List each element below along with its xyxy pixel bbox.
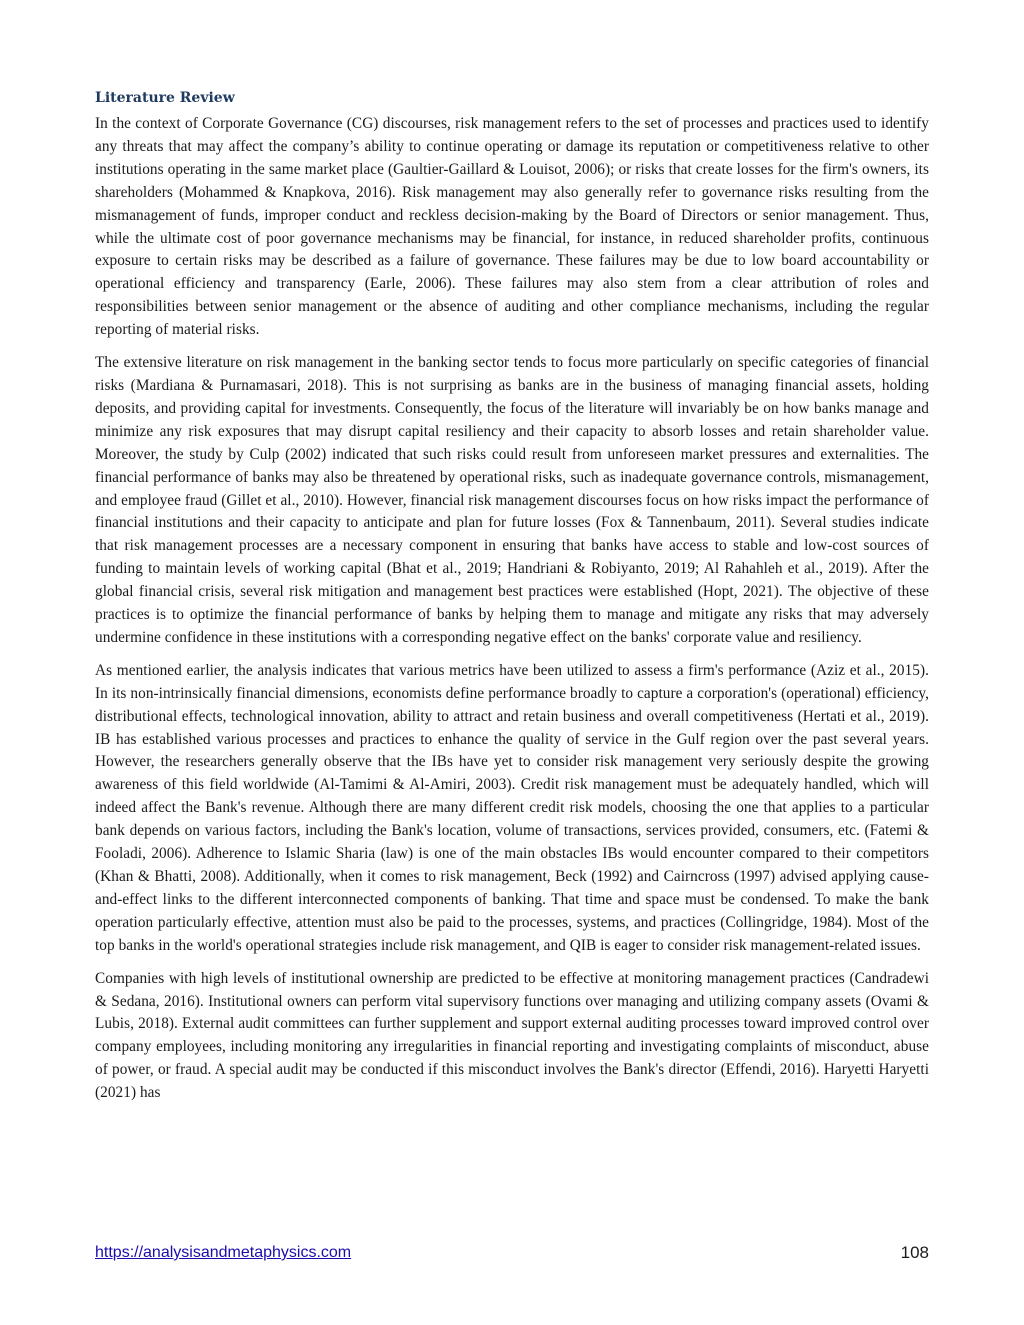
page-number: 108 <box>900 1243 929 1262</box>
paragraph-3: As mentioned earlier, the analysis indicates that various metrics have been utilized to assess a firm's performance (Aziz et al., 2015). In its non-intrinsically financial dimensions, economists define performance broadly to capture a corporation's (operational) efficiency, distributional effects, technological innovation, ability to attract and retain business and overall competitiveness (Hertati et al., 2019). IB has established various processes and practices to enhance the quality of service in the Gulf region over the past several years. However, the researchers generally observe that the IBs have yet to consider risk management very seriously despite the growing awareness of this field worldwide (Al-Tamimi & Al-Amiri, 2003). Credit risk management must be adequately handled, which will indeed affect the Bank's revenue. Although there are many different credit risk models, choosing the one that applies to a particular bank depends on various factors, including the Bank's location, volume of transactions, services provided, consumers, etc. (Fatemi & Fooladi, 2006). Adherence to Islamic Sharia (law) is one of the main obstacles IBs would encounter compared to their competitors (Khan & Bhatti, 2008). Additionally, when it comes to risk management, Beck (1992) and Cairncross (1997) advised applying cause-and-effect links to the different interconnected components of banking. That time and space must be condensed. To make the bank operation particularly effective, attention must also be paid to the processes, systems, and practices (Collingridge, 1984). Most of the top banks in the world's operational strategies include risk management, and QIB is eager to consider risk management-related issues. <box>95 661 929 954</box>
footer-url-link[interactable]: https://analysisandmetaphysics.com <box>95 1244 352 1261</box>
document-page <box>95 88 929 1115</box>
section-heading: Literature Review <box>95 90 235 106</box>
paragraph-1: In the context of Corporate Governance (CG) discourses, risk management refers to the set of processes and practices used to identify any threats that may affect the company’s ability to continue operating or damage its reputation or competitiveness relative to other institutions operating in the same market place (Gaultier-Gaillard & Louisot, 2006); or risks that create losses for the firm's owners, its shareholders (Mohammed & Knapkova, 2016). Risk management may also generally refer to governance risks resulting from the mismanagement of funds, improper conduct and reckless decision-making by the Board of Directors or senior management. Thus, while the ultimate cost of poor governance mechanisms may be financial, for instance, in reduced shareholder profits, continuous exposure to certain risks may be described as a failure of governance. These failures may be due to low board accountability or operational efficiency and transparency (Earle, 2006). These failures may also stem from a clear attribution of roles and responsibilities between senior management or the absence of auditing and other compliance mechanisms, including the regular reporting of material risks. <box>95 115 929 339</box>
paragraph-2: The extensive literature on risk management in the banking sector tends to focus more particularly on specific categories of financial risks (Mardiana & Purnamasari, 2018). This is not surprising as banks are in the business of managing financial assets, holding deposits, and providing capital for investments. Consequently, the focus of the literature will invariably be on how banks manage and minimize any risk exposures that may disrupt capital resiliency and their capacity to absorb losses and retain shareholder value. Moreover, the study by Culp (2002) indicated that such risks could result from unforeseen market pressures and externalities. The financial performance of banks may also be threatened by operational risks, such as inadequate governance controls, mismanagement, and employee fraud (Gillet et al., 2010). However, financial risk management discourses focus on how risks impact the performance of financial institutions and their capacity to anticipate and plan for future losses (Fox & Tannenbaum, 2011). Several studies indicate that risk management processes are a necessary component in ensuring that banks have access to stable and low-cost sources of funding to maintain levels of working capital (Bhat et al., 2019; Handriani & Robiyanto, 2019; Al Rahahleh et al., 2019). After the global financial crisis, several risk mitigation and management best practices were established (Hopt, 2021). The objective of these practices is to optimize the financial performance of banks by helping them to manage and mitigate any risks that may adversely undermine confidence in these institutions with a corresponding negative effect on the banks' corporate value and resiliency. <box>95 354 929 646</box>
paragraph-4: Companies with high levels of institutional ownership are predicted to be effective at monitoring management practices (Candradewi & Sedana, 2016). Institutional owners can perform vital supervisory functions over managing and utilizing company assets (Ovami & Lubis, 2018). External audit committees can further supplement and support external auditing processes toward improved control over company employees, including monitoring any irregularities in financial reporting and investigating complaints of misconduct, abuse of power, or fraud. A special audit may be conducted if this misconduct involves the Bank's director (Effendi, 2016). Haryetti Haryetti (2021) has <box>95 969 929 1102</box>
